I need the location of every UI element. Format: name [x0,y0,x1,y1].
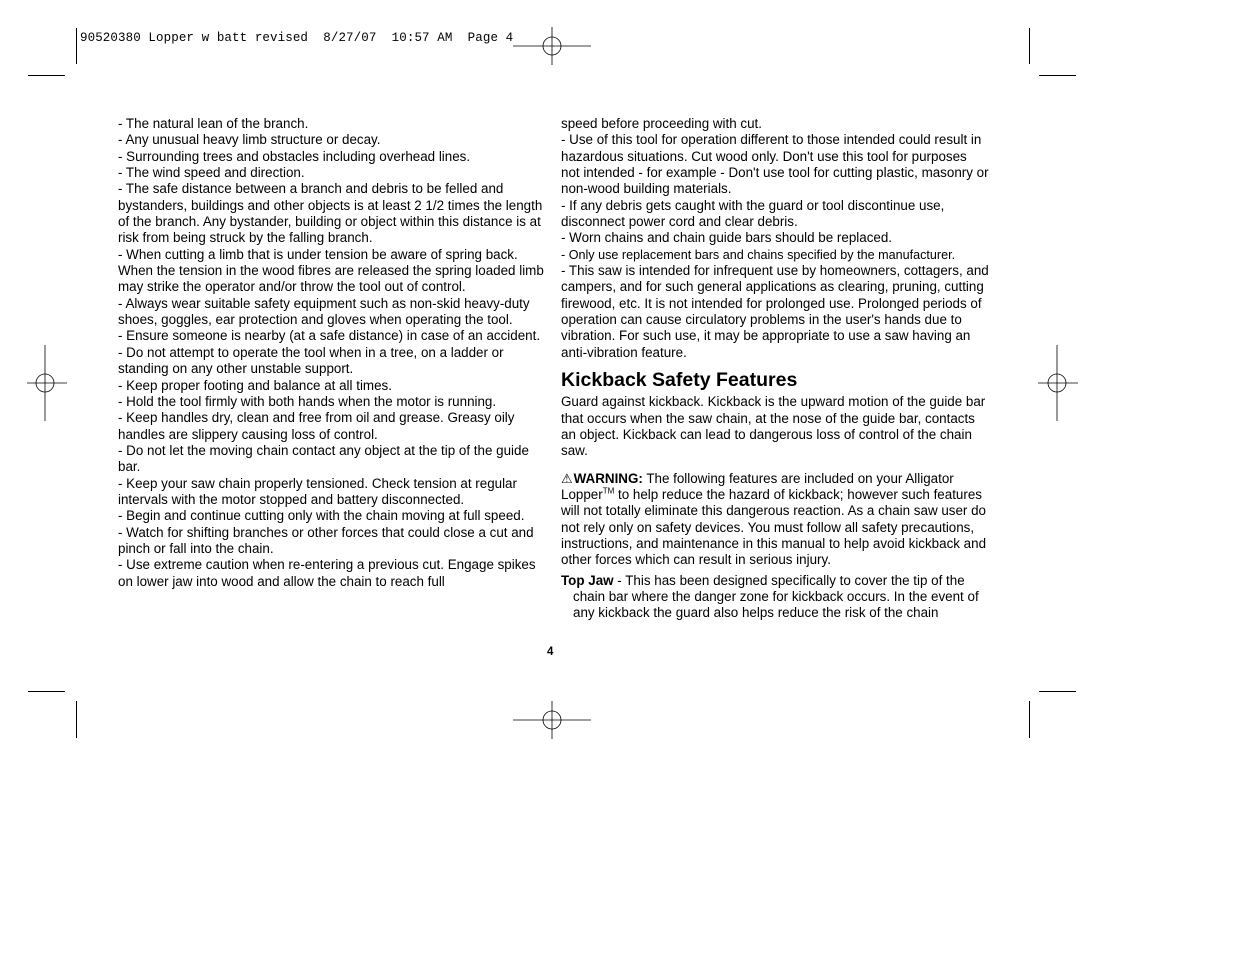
safety-item: - Keep your saw chain properly tensioned. Check tension at regular intervals with the motor stopped and battery disconnected. [118,475,517,507]
registration-crosshair-icon [513,27,591,65]
safety-item: - Do not attempt to operate the tool when in a tree, on a ladder or standing on any other unstable support. [118,344,504,377]
safety-item: - If any debris gets caught with the guard or tool discontinue use, disconnect power cord and clear debris. [561,197,945,230]
safety-item: - Use extreme caution when re-entering a previous cut. Engage spikes on lower jaw into wood and allow the chain to reach full [118,557,536,589]
safety-item: - The safe distance between a branch and debris to be felled and bystanders, buildings and other objects is at least 2 1/2 times the length of the branch. Any bystander, building or object within this distance is at risk from being struck by the falling branch. [118,181,543,246]
safety-item: - Surrounding trees and obstacles including overhead lines. [118,148,471,164]
right-column [561,116,989,622]
safety-item: - Hold the tool firmly with both hands when the motor is running. [118,393,497,409]
crop-mark [1039,75,1076,76]
print-slug-line: 90520380 Lopper w batt revised 8/27/07 10:57 AM Page 4 [80,31,514,45]
safety-item: - When cutting a limb that is under tension be aware of spring back. When the tension in the wood fibres are released the spring loaded limb may strike the operator and/or throw the tool out of control. [118,246,544,295]
safety-item: - Use of this tool for operation different to those intended could result in hazardous situations. Cut wood only. Don't use this tool for purposes not intended - for example - Don't use tool for cutting plastic, masonry or non-wood building materials. [561,132,989,197]
warning-text: The following features are included on your Alligator Lopper [561,470,954,502]
top-jaw-label: Top Jaw [561,572,614,588]
kickback-intro: Guard against kickback. Kickback is the upward motion of the guide bar that occurs when the saw chain, at the nose of the guide bar, contacts an object. Kickback can lead to dangerous loss of control of the chain saw. [561,394,986,459]
safety-item: - This saw is intended for infrequent use by homeowners, cottagers, and campers, and for such general applications as clearing, pruning, cutting firewood, etc. It is not intended for prolonged use. Prolonged periods of operation can cause circulatory problems in the user's hands due to vibration. For such use, it may be appropriate to use a saw having an anti-vibration feature. [561,263,989,360]
safety-item: - Watch for shifting branches or other forces that could close a cut and pinch or fall into the chain. [118,524,534,556]
warning-label: WARNING: [573,470,643,486]
trademark-mark: TM [602,486,615,496]
safety-item: - The wind speed and direction. [118,165,305,181]
crop-mark [1029,701,1030,738]
safety-item: - Do not let the moving chain contact any object at the tip of the guide bar. [118,442,529,475]
page-number: 4 [547,646,554,658]
top-jaw-text: - This has been designed specifically to cover the tip of the chain bar where the danger zone for kickback occurs. In the event of any kickback the guard also helps reduce the risk of the chain [573,572,979,621]
warning-text-continued: to help reduce the hazard of kickback; however such features will not totally eliminate this dangerous reaction. As a chain saw user do not rely only on safety devices. You must follow all safety precautions, instructions, and maintenance in this manual to help avoid kickback and other forces which can result in serious injury. [561,486,987,568]
registration-crosshair-icon [27,345,67,421]
safety-item: speed before proceeding with cut. [561,116,762,131]
crop-mark [28,691,65,692]
crop-mark [76,28,77,64]
safety-item: - Keep handles dry, clean and free from oil and grease. Greasy oily handles are slippery causing loss of control. [118,410,515,442]
crop-mark [1039,691,1076,692]
registration-crosshair-icon [1038,345,1078,421]
safety-item: - Begin and continue cutting only with the chain moving at full speed. [118,508,525,524]
left-column [118,116,546,590]
crop-mark [76,701,77,738]
crop-mark [1029,28,1030,64]
safety-item: - Worn chains and chain guide bars should be replaced. [561,230,893,246]
top-jaw-paragraph [561,573,989,622]
safety-item: - Keep proper footing and balance at all times. [118,377,392,393]
crop-mark [28,75,65,76]
safety-item: - Always wear suitable safety equipment such as non-skid heavy-duty shoes, goggles, ear protection and gloves when operating the tool. [118,295,530,328]
warning-paragraph [561,471,989,569]
warning-triangle-icon: ⚠ [561,470,573,486]
safety-item: - Only use replacement bars and chains specified by the manufacturer. [561,247,956,262]
safety-item: - Any unusual heavy limb structure or decay. [118,132,381,148]
section-heading: Kickback Safety Features [561,369,798,392]
registration-crosshair-icon [513,701,591,739]
safety-item: - Ensure someone is nearby (at a safe distance) in case of an accident. [118,328,541,344]
safety-item: - The natural lean of the branch. [118,116,309,131]
